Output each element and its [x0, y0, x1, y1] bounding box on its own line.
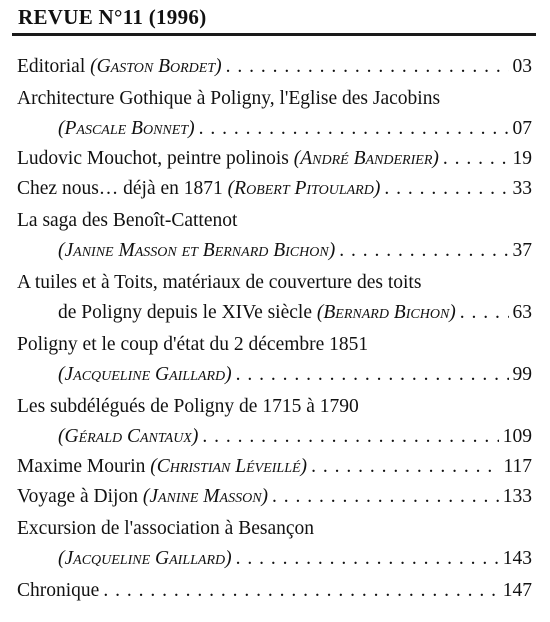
toc-entry-mouchot — [17, 148, 532, 176]
dot-leader — [236, 364, 509, 386]
entry-page: 147 — [502, 580, 532, 601]
entry-title: Editorial — [17, 56, 91, 77]
entry-page: 37 — [512, 240, 532, 261]
entry-page: 133 — [502, 486, 532, 507]
entry-author: (Bernard Bichon) — [316, 302, 456, 323]
toc-entry-coup-etat — [17, 334, 532, 362]
entry-page: 03 — [512, 56, 532, 77]
dot-leader — [199, 118, 509, 140]
toc-entry-besancon — [17, 518, 532, 546]
entry-title: A tuiles et à Toits, matériaux de couverture des toits — [17, 272, 422, 293]
entry-title: La saga des Benoît-Cattenot — [17, 210, 238, 231]
dot-leader — [384, 178, 508, 200]
entry-author: (Janine Masson et Bernard Bichon) — [58, 240, 336, 261]
toc-entry-subdelegues-author — [58, 426, 532, 454]
toc-entry-mourin — [17, 456, 532, 484]
entry-author: (Pascale Bonnet) — [58, 118, 195, 139]
entry-title: de Poligny depuis le XIVe siècle — [58, 302, 317, 323]
entry-title: Maxime Mourin — [17, 456, 151, 477]
toc-entry-tuiles — [17, 272, 532, 300]
entry-page: 109 — [502, 426, 532, 447]
toc-entry-subdelegues — [17, 396, 532, 424]
entry-page: 143 — [502, 548, 532, 569]
toc-entry-tuiles-cont — [58, 302, 532, 330]
toc-entry-dijon — [17, 486, 532, 514]
toc-entry-chez-nous — [17, 178, 532, 206]
toc-entry-architecture-author — [58, 118, 532, 146]
page-title: REVUE N°11 (1996) — [18, 5, 207, 29]
entry-author: (Gaston Bordet) — [90, 56, 222, 77]
entry-title: Ludovic Mouchot, peintre polinois — [17, 148, 294, 169]
entry-title: Chronique — [17, 580, 100, 601]
dot-leader — [311, 456, 499, 478]
toc-entry-architecture — [17, 88, 532, 116]
entry-author: (Jacqueline Gaillard) — [58, 364, 232, 385]
dot-leader — [339, 240, 508, 262]
dot-leader — [236, 548, 499, 570]
toc-entry-editorial — [17, 56, 532, 84]
entry-page: 117 — [503, 456, 532, 477]
toc-entry-coup-etat-author — [58, 364, 532, 392]
toc-entry-saga-author — [58, 240, 532, 268]
dot-leader — [226, 56, 509, 78]
entry-page: 07 — [512, 118, 532, 139]
dot-leader — [443, 148, 509, 170]
toc-entry-besancon-author — [58, 548, 532, 576]
entry-page: 33 — [512, 178, 532, 199]
toc-entry-saga — [17, 210, 532, 238]
entry-title: Architecture Gothique à Poligny, l'Eglise des Jacobins — [17, 88, 441, 109]
entry-title: Excursion de l'association à Besançon — [17, 518, 315, 539]
entry-title: Chez nous… déjà en 1871 — [17, 178, 228, 199]
entry-page: 19 — [512, 148, 532, 169]
dot-leader — [103, 580, 498, 602]
dot-leader — [202, 426, 498, 448]
entry-author: (Jacqueline Gaillard) — [58, 548, 232, 569]
entry-title: Voyage à Dijon — [17, 486, 143, 507]
entry-page: 63 — [512, 302, 532, 323]
entry-page: 99 — [512, 364, 532, 385]
title-rule — [12, 33, 536, 36]
entry-author: (Gérald Cantaux) — [58, 426, 199, 447]
entry-title: Les subdélégués de Poligny de 1715 à 1790 — [17, 396, 359, 417]
entry-title: Poligny et le coup d'état du 2 décembre 1851 — [17, 334, 369, 355]
toc-entry-chronique — [17, 580, 532, 608]
entry-author: (Christian Léveillé) — [150, 456, 308, 477]
dot-leader — [272, 486, 499, 508]
entry-author: (André Banderier) — [293, 148, 439, 169]
entry-author: (Robert Pitoulard) — [227, 178, 381, 199]
entry-author: (Janine Masson) — [142, 486, 269, 507]
dot-leader — [460, 302, 509, 324]
